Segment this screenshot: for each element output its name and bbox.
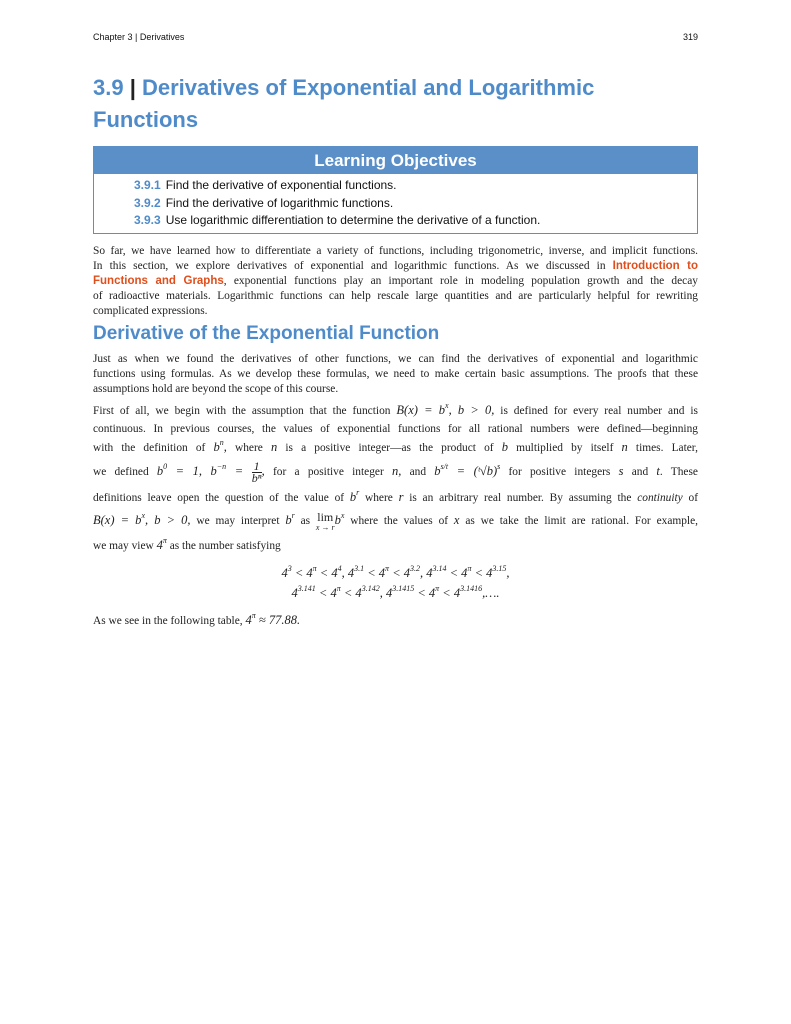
text: First of all, we begin with the assumption that the function xyxy=(93,405,397,417)
text-line xyxy=(93,438,698,457)
superscript: s xyxy=(497,462,501,472)
title-separator: | xyxy=(129,75,136,100)
superscript: 3.1415 xyxy=(392,584,415,593)
text: times. Later, xyxy=(627,442,698,454)
superscript: 3.14 xyxy=(432,564,447,573)
math: < 4 xyxy=(446,566,468,580)
lim-label: lim xyxy=(317,510,334,524)
math: , 4 xyxy=(379,586,393,600)
text: where xyxy=(226,442,271,454)
limit xyxy=(316,511,335,532)
superscript: x xyxy=(445,401,449,410)
math: b xyxy=(349,490,357,504)
math: n, xyxy=(392,464,402,479)
text: as we take the limit are rational. For example, xyxy=(459,515,698,527)
math: B(x) = b xyxy=(93,513,142,527)
text: and xyxy=(401,466,435,479)
text: with the definition of xyxy=(93,442,214,454)
text: as the number satisfying xyxy=(166,540,281,552)
math: < 4 xyxy=(414,586,436,600)
superscript: 3 xyxy=(287,564,292,573)
text-line xyxy=(93,457,698,488)
superscript: 0 xyxy=(163,462,168,472)
superscript: −n xyxy=(216,462,227,472)
math: s xyxy=(618,464,624,479)
math: 4 xyxy=(245,613,252,627)
link[interactable]: Functions and Graphs xyxy=(93,275,224,287)
math: b xyxy=(156,464,164,479)
math: n xyxy=(621,440,628,454)
text-line xyxy=(93,259,698,274)
page-number: 319 xyxy=(682,32,698,42)
text: Just as when we found the derivatives of other functions, we can find the derivatives of exponential and logarithmic xyxy=(93,353,698,365)
superscript: 3.2 xyxy=(410,564,420,573)
math: , xyxy=(223,440,227,454)
math: ,…. xyxy=(482,586,500,600)
math: < 4 xyxy=(439,586,461,600)
emphasis: continuity xyxy=(637,492,683,504)
text: for a positive integer xyxy=(264,466,392,479)
text-line xyxy=(93,563,698,583)
text-line xyxy=(93,420,698,438)
text-line xyxy=(93,289,698,304)
paragraph xyxy=(93,401,698,555)
math: b xyxy=(213,440,220,454)
text: is a positive integer—as the product of xyxy=(277,442,502,454)
objective-number: 3.9.1 xyxy=(134,178,161,192)
text: assumptions hold are beyond the scope of this course. xyxy=(93,383,339,395)
superscript: x xyxy=(340,511,345,520)
math: = 1, b xyxy=(167,464,217,479)
text: of radioactive materials. Logarithmic functions can help rescale large quantities and are particularly helpful for rewriting xyxy=(93,290,698,302)
chapter-label: Chapter 3 | Derivatives xyxy=(93,32,185,42)
text: . These xyxy=(659,466,698,479)
text: As we see in the following table, xyxy=(93,615,246,627)
objective-number: 3.9.3 xyxy=(134,213,161,227)
text-line xyxy=(93,304,698,319)
superscript: r xyxy=(291,511,295,520)
text: is defined for every real number and is xyxy=(494,405,698,417)
math: , b > 0, xyxy=(448,403,495,417)
math: ≈ 77.88. xyxy=(255,613,301,627)
objective-text: Use logarithmic differentiation to determine the derivative of a function. xyxy=(165,213,541,227)
math: , 4 xyxy=(341,566,355,580)
equation-block xyxy=(93,563,698,603)
text: , exponential functions play an important role in modeling population growth and the decay xyxy=(223,275,698,287)
text: complicated expressions. xyxy=(93,305,208,317)
math: , xyxy=(261,464,265,479)
section-number: 3.9 xyxy=(93,75,124,100)
text: continuous. In previous courses, the values of exponential functions for all rational numbers were defined—beginning xyxy=(93,423,698,435)
math: b xyxy=(501,440,508,454)
math: n xyxy=(270,440,278,454)
superscript: 3.15 xyxy=(492,564,507,573)
text: functions using formulas. As we develop these formulas, we need to make certain basic assumptions. The proofs that these xyxy=(93,368,698,380)
text: we may view xyxy=(93,540,157,552)
superscript: π xyxy=(385,564,390,573)
text: as xyxy=(294,515,316,527)
text: we defined xyxy=(93,466,157,479)
superscript: 3.142 xyxy=(361,584,380,593)
math: x xyxy=(453,513,460,527)
math: r xyxy=(398,490,404,504)
text-line xyxy=(93,536,698,555)
link[interactable]: Introduction to xyxy=(612,260,698,272)
superscript: 3.141 xyxy=(297,584,316,593)
text: and xyxy=(623,466,657,479)
math: , b > 0, xyxy=(145,513,191,527)
superscript: 3.1 xyxy=(354,564,365,573)
math: < 4 xyxy=(316,566,338,580)
text-line xyxy=(93,611,698,630)
objectives-list xyxy=(94,174,697,233)
main-content xyxy=(93,244,698,650)
math: B(x) = b xyxy=(396,403,445,417)
text-line xyxy=(93,507,698,536)
objective-item xyxy=(134,177,697,195)
fraction xyxy=(252,461,262,484)
intro-paragraph xyxy=(93,244,698,319)
text-line xyxy=(93,401,698,420)
text-line xyxy=(93,367,698,382)
title-text-2: Functions xyxy=(93,107,199,132)
text: definitions leave open the question of the value of xyxy=(93,492,350,504)
math: < 4 xyxy=(364,566,386,580)
text-line xyxy=(93,352,698,367)
math: t xyxy=(656,464,660,479)
objective-text: Find the derivative of exponential functions. xyxy=(165,178,397,192)
math: 4 xyxy=(281,566,288,580)
text: we may interpret xyxy=(190,515,286,527)
text: multiplied by itself xyxy=(507,442,622,454)
text: In this section, we explore derivatives of exponential and logarithmic functions. As we discussed in xyxy=(93,260,613,272)
superscript: 3.1416 xyxy=(460,584,483,593)
math: 4 xyxy=(156,538,163,552)
text-line xyxy=(93,488,698,507)
objective-item xyxy=(134,195,697,213)
text: where xyxy=(359,492,399,504)
learning-objectives-heading: Learning Objectives xyxy=(94,147,697,174)
superscript: r xyxy=(356,488,360,497)
numerator: 1 xyxy=(253,459,260,473)
text: is an arbitrary real number. By assuming the xyxy=(403,492,638,504)
superscript: π xyxy=(162,536,167,545)
superscript: s/t xyxy=(440,462,449,472)
superscript: 4 xyxy=(337,564,342,573)
math: , xyxy=(506,566,510,580)
objective-number: 3.9.2 xyxy=(134,195,161,210)
denominator: bⁿ xyxy=(251,471,262,485)
math: , 4 xyxy=(420,566,433,580)
text-line xyxy=(93,382,698,397)
running-header xyxy=(93,32,698,42)
text: where the values of xyxy=(344,515,454,527)
math: b xyxy=(434,464,441,479)
math: < 4 xyxy=(291,566,313,580)
superscript: π xyxy=(251,611,256,620)
lim-subscript: x → r xyxy=(315,523,335,532)
text: for positive integers xyxy=(500,466,619,479)
math: b xyxy=(334,513,341,527)
math: = (ᵗ√b) xyxy=(448,464,498,479)
section-title xyxy=(93,72,703,136)
subsection-heading: Derivative of the Exponential Function xyxy=(93,323,440,344)
text-line xyxy=(93,244,698,259)
math: < 4 xyxy=(471,566,493,580)
math: < 4 xyxy=(389,566,410,580)
superscript: x xyxy=(141,511,145,520)
paragraph xyxy=(93,611,698,630)
math: = xyxy=(226,464,252,479)
superscript: n xyxy=(219,438,224,447)
text: So far, we have learned how to differentiate a variety of functions, including trigonometric, inverse, and implicit functions. xyxy=(93,245,698,257)
math: b xyxy=(285,513,292,527)
paragraph xyxy=(93,352,698,397)
text-line xyxy=(93,583,698,603)
objective-item xyxy=(134,212,697,230)
superscript: π xyxy=(312,564,317,573)
superscript: π xyxy=(435,584,440,593)
text: of xyxy=(682,492,699,504)
text-line xyxy=(93,274,698,289)
math: 4 xyxy=(291,586,298,600)
learning-objectives-box xyxy=(93,146,698,234)
math: < 4 xyxy=(340,586,362,600)
superscript: π xyxy=(467,564,472,573)
objective-text: Find the derivative of logarithmic functions. xyxy=(165,195,394,210)
title-text-1: Derivatives of Exponential and Logarithmic xyxy=(142,75,595,100)
superscript: π xyxy=(336,584,341,593)
math: < 4 xyxy=(315,586,337,600)
